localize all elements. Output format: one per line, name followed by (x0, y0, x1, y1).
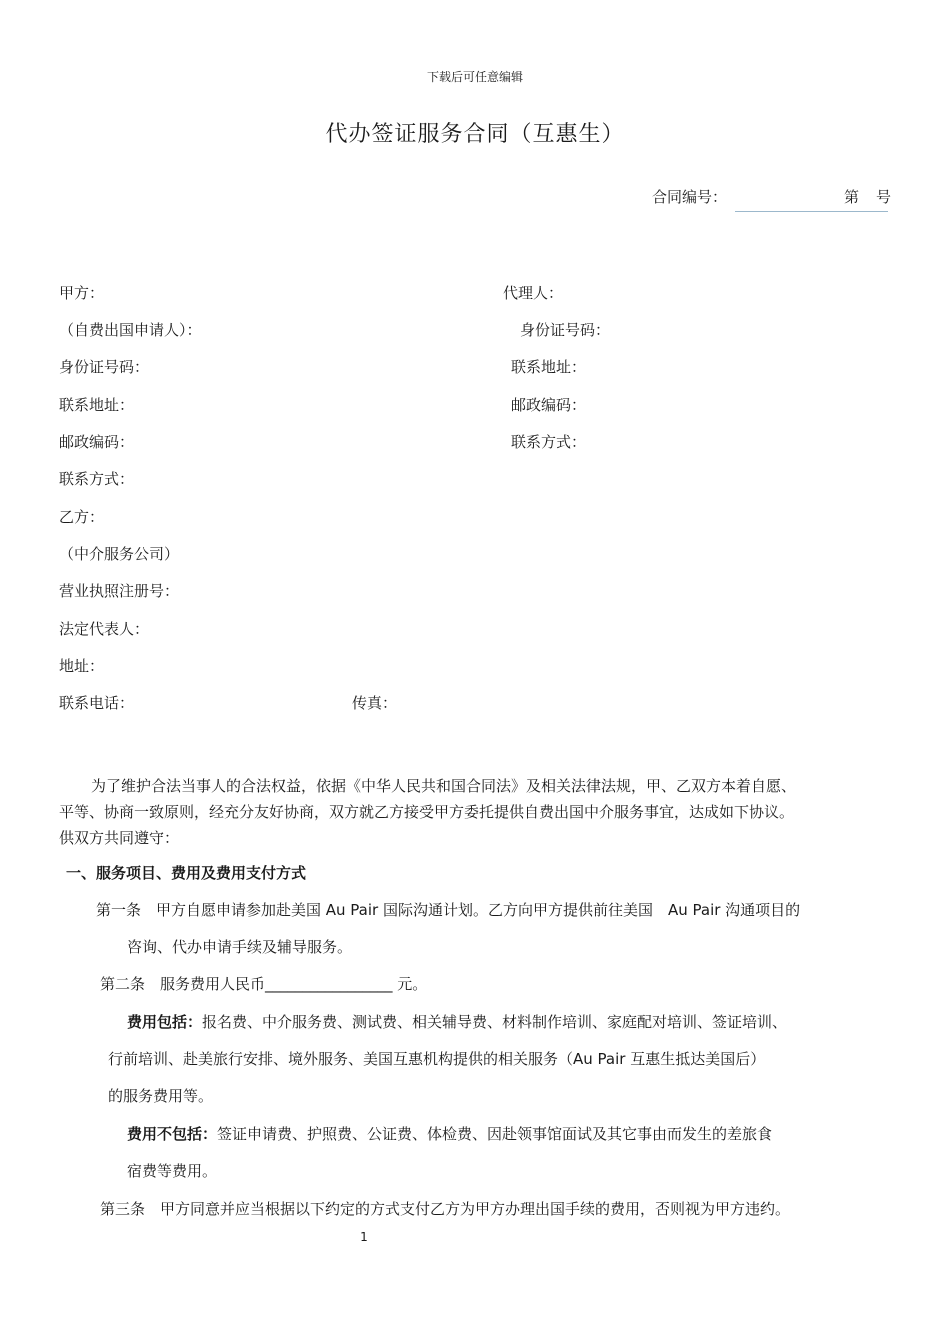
party-a-postcode: 邮政编码： (59, 433, 135, 451)
party-b-fax: 传真： (352, 694, 398, 712)
page-number: 1 (360, 1230, 368, 1244)
party-b-phone: 联系电话： (59, 694, 135, 712)
contract-number-underline (735, 211, 888, 212)
party-b-sub: （中介服务公司） (59, 545, 180, 563)
section-1-heading: 一、服务项目、费用及费用支付方式 (66, 864, 307, 882)
agent-contact: 联系方式： (511, 433, 587, 451)
article-3: 第三条 甲方同意并应当根据以下约定的方式支付乙方为甲方办理出国手续的费用，否则视为甲方违约。 (100, 1200, 791, 1218)
party-b-address: 地址： (59, 657, 105, 675)
article-1-line-2: 咨询、代办申请手续及辅导服务。 (127, 938, 353, 956)
article-1-line-1: 第一条 甲方自愿申请参加赴美国 Au Pair 国际沟通计划。乙方向甲方提供前往美国 Au Pair 沟通项目的 (96, 901, 801, 919)
preamble-line-2: 平等、协商一致原则，经充分友好协商，双方就乙方接受甲方委托提供自费出国中介服务事宜，达成如下协议。 (59, 803, 795, 821)
agent-address: 联系地址： (511, 358, 587, 376)
preamble-line-3: 供双方共同遵守： (59, 829, 180, 847)
contract-number-di: 第 (844, 188, 860, 206)
fee-included-line-3: 的服务费用等。 (108, 1087, 214, 1105)
party-b-license: 营业执照注册号： (59, 582, 180, 600)
fee-included-label: 费用包括： (127, 1013, 203, 1031)
agent-label: 代理人： (503, 284, 564, 302)
fee-included-text-1: 报名费、中介服务费、测试费、相关辅导费、材料制作培训、家庭配对培训、签证培训、 (202, 1013, 788, 1031)
party-a-address: 联系地址： (59, 396, 135, 414)
fee-excluded-line-2: 宿费等费用。 (127, 1162, 218, 1180)
agent-id: 身份证号码： (520, 321, 611, 339)
preamble-line-1: 为了维护合法当事人的合法权益，依据《中华人民共和国合同法》及相关法律法规，甲、乙双方本着自愿、 (91, 777, 797, 795)
party-b-label: 乙方： (59, 508, 105, 526)
fee-excluded-text-1: 签证申请费、护照费、公证费、体检费、因赴领事馆面试及其它事由而发生的差旅食 (217, 1125, 773, 1143)
party-a-contact: 联系方式： (59, 470, 135, 488)
contract-number-label: 合同编号： (652, 188, 728, 206)
party-a-id: 身份证号码： (59, 358, 150, 376)
article-2: 第二条 服务费用人民币_________________ 元。 (100, 975, 428, 993)
party-b-rep: 法定代表人： (59, 620, 150, 638)
document-title: 代办签证服务合同（互惠生） (325, 122, 625, 147)
agent-postcode: 邮政编码： (511, 396, 587, 414)
fee-excluded-label: 费用不包括： (127, 1125, 218, 1143)
contract-number-hao: 号 (876, 188, 892, 206)
party-a-label: 甲方： (59, 284, 105, 302)
header-note: 下载后可任意编辑 (426, 70, 523, 84)
fee-included-line-2: 行前培训、赴美旅行安排、境外服务、美国互惠机构提供的相关服务（Au Pair 互惠生抵达美国后） (108, 1050, 766, 1068)
fee-excluded-line-1 (127, 1121, 772, 1147)
party-a-sub: （自费出国申请人）： (59, 321, 202, 339)
fee-included-line-1 (127, 1009, 787, 1035)
